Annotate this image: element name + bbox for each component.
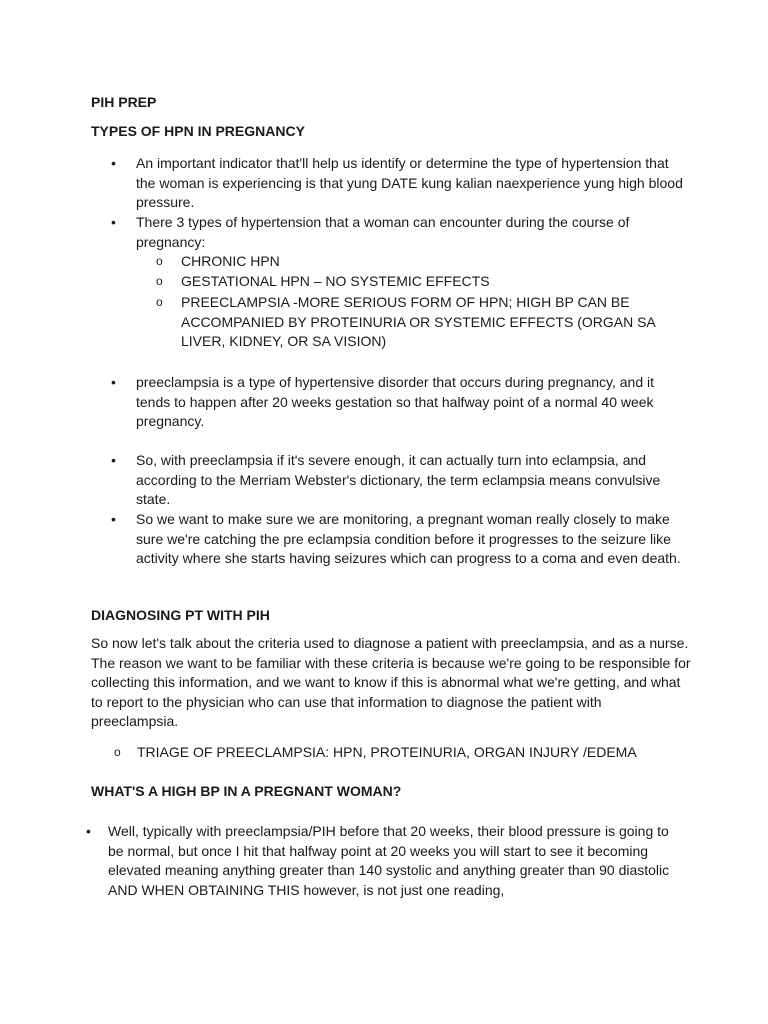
- sub-list-item-text: TRIAGE OF PREECLAMPSIA: HPN, PROTEINURIA, ORGAN INJURY /EDEMA: [137, 744, 637, 760]
- list-item: [111, 154, 691, 213]
- sub-bullet-icon: o: [114, 745, 121, 759]
- bullet-icon: •: [111, 511, 116, 527]
- bullet-icon: •: [111, 155, 116, 171]
- list-item: [111, 510, 691, 569]
- list-item-text: preeclampsia is a type of hypertensive disorder that occurs during pregnancy, and it tends to happen after 20 weeks gestation so that halfway point of a normal 40 week pregnancy.: [136, 374, 655, 429]
- list-item: [111, 213, 691, 252]
- sub-list-item: [156, 293, 676, 352]
- section-heading-types: TYPES OF HPN IN PREGNANCY: [91, 123, 305, 139]
- bullet-icon: •: [111, 214, 116, 230]
- sub-list-item-text: CHRONIC HPN: [181, 253, 280, 269]
- sub-bullet-icon: o: [156, 274, 163, 288]
- sub-list-item: [156, 252, 676, 272]
- list-item-text: There 3 types of hypertension that a woman can encounter during the course of pregnancy:: [136, 214, 630, 250]
- bullet-icon: •: [86, 823, 91, 839]
- sub-bullet-icon: o: [156, 254, 163, 268]
- list-item-text: So we want to make sure we are monitoring, a pregnant woman really closely to make sure we're catching the pre eclampsia condition before it progresses to the seizure like activity where she starts having seizures which can progress to a coma and even death.: [136, 511, 681, 566]
- sub-list-item: [114, 743, 714, 763]
- sub-list-item-text: PREECLAMPSIA -MORE SERIOUS FORM OF HPN; HIGH BP CAN BE ACCOMPANIED BY PROTEINURIA OR SYSTEMIC EFFECTS (ORGAN SA LIVER, KIDNEY, OR SA VISION): [181, 294, 655, 349]
- list-item-text: Well, typically with preeclampsia/PIH before that 20 weeks, their blood pressure is going to be normal, but once I hit that halfway point at 20 weeks you will start to see it becoming elevated meaning anything greater than 140 systolic and anything greater than 90 diastolic AND WHEN OBTAINING THIS however, is not just one reading,: [108, 823, 670, 898]
- list-item: [86, 822, 686, 900]
- list-item-text: An important indicator that'll help us identify or determine the type of hypertension that the woman is experiencing is that yung DATE kung kalian naexperience yung high blood pressure.: [136, 155, 683, 210]
- sub-bullet-icon: o: [156, 295, 163, 309]
- list-item-text: So, with preeclampsia if it's severe enough, it can actually turn into eclampsia, and according to the Merriam Webster's dictionary, the term eclampsia means convulsive state.: [136, 452, 661, 507]
- sub-list-item: [156, 272, 676, 292]
- document-title: PIH PREP: [91, 94, 157, 110]
- bullet-icon: •: [111, 374, 116, 390]
- list-item: [111, 451, 691, 510]
- sub-list-item-text: GESTATIONAL HPN – NO SYSTEMIC EFFECTS: [181, 273, 490, 289]
- section-heading-diagnosing: DIAGNOSING PT WITH PIH: [91, 607, 270, 623]
- list-item: [111, 373, 691, 432]
- bullet-icon: •: [111, 452, 116, 468]
- paragraph: So now let's talk about the criteria used to diagnose a patient with preeclampsia, and as a nurse. The reason we want to be familiar with these criteria is because we're going to be responsible for collecting this information, and we want to know if this is abnormal what we're getting, and what to report to the physician who can use that information to diagnose the patient with preeclampsia.: [91, 635, 691, 729]
- section-heading-high-bp: WHAT'S A HIGH BP IN A PREGNANT WOMAN?: [91, 783, 402, 799]
